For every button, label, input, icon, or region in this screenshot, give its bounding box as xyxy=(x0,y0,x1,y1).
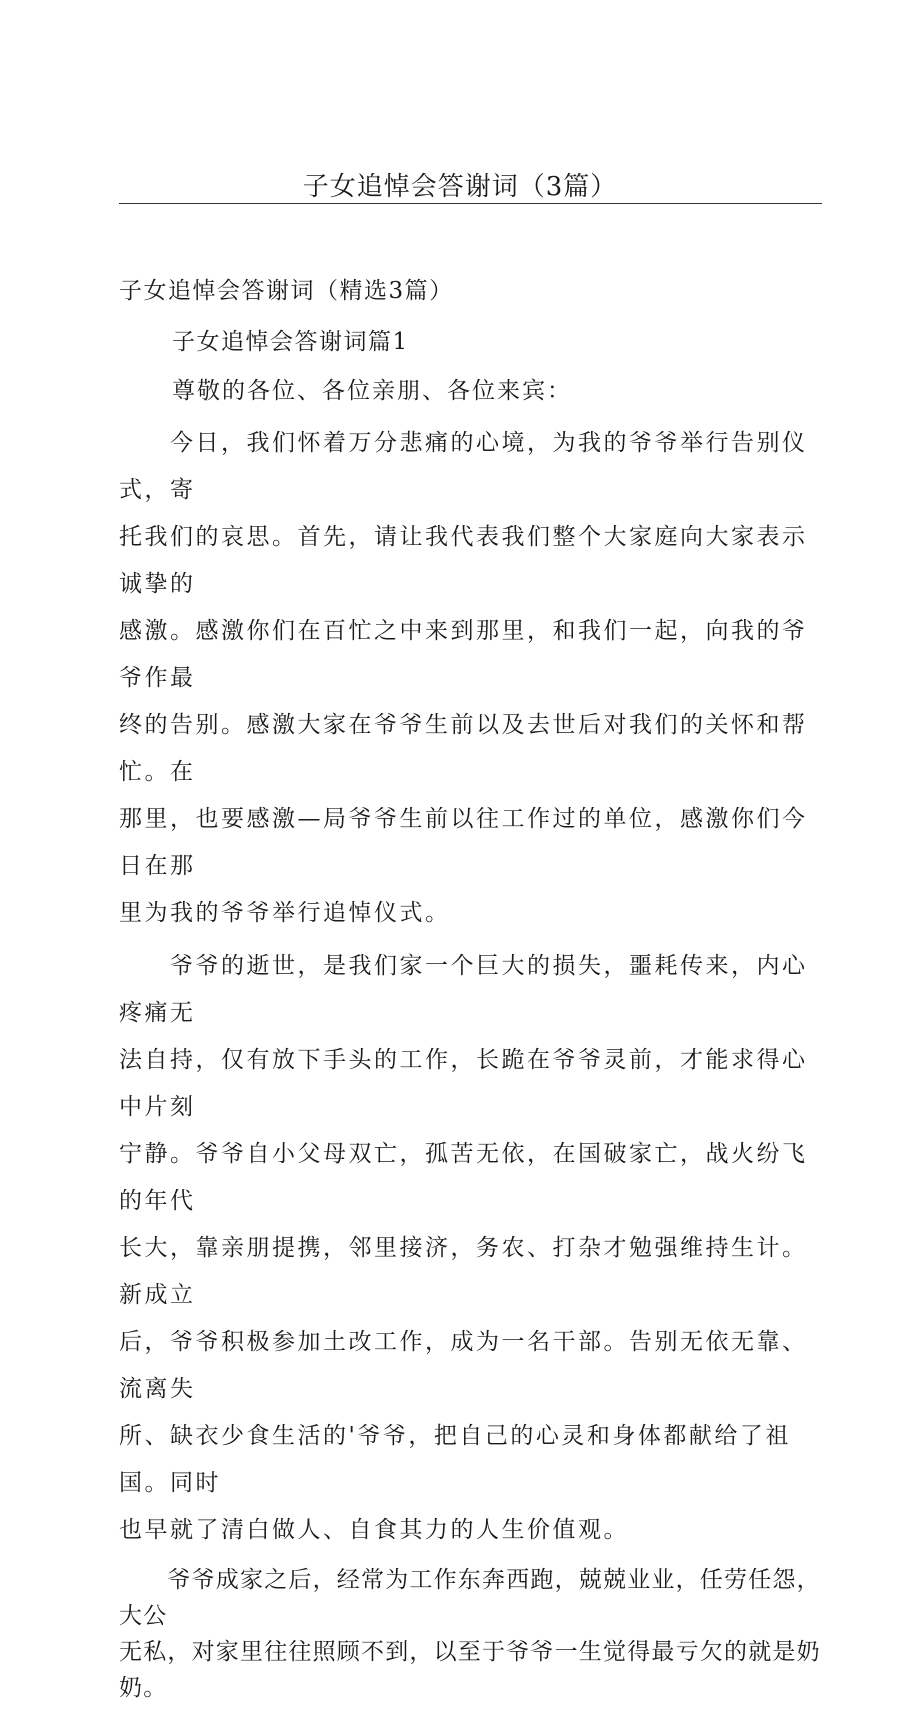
document-subtitle: 子女追悼会答谢词（精选3篇） xyxy=(119,278,454,304)
paragraph-2: 爷爷的逝世，是我们家一个巨大的损失，噩耗传来，内心疼痛无 法自持，仅有放下手头的工作，长跪在爷爷灵前，才能求得心中片刻 宁静。爷爷自小父母双亡，孤苦无依，在国破家亡，战火纷飞的年代 长大，靠亲朋提携，邻里接济，务农、打杂才勉强维持生计。新成立 后，爷爷积极参加土改工作，成为一名干部。告别无依无靠、流离失 所、缺衣少食生活的'爷爷，把自己的心灵和身体都献给了祖国。同时 也早就了清白做人、自食其力的人生价值观。 xyxy=(119,953,808,1543)
document-title: 子女追悼会答谢词（3篇） xyxy=(302,172,618,202)
section-heading: 子女追悼会答谢词篇1 xyxy=(172,329,409,355)
document-body xyxy=(119,273,829,1712)
salutation: 尊敬的各位、各位亲朋、各位来宾： xyxy=(172,378,572,404)
paragraph-1: 今日，我们怀着万分悲痛的心境，为我的爷爷举行告别仪式，寄 托我们的哀思。首先，请让我代表我们整个大家庭向大家表示诚挚的 感激。感激你们在百忙之中来到那里，和我们一起，向我的爷爷作最 终的告别。感激大家在爷爷生前以及去世后对我们的关怀和帮忙。在 那里，也要感激—局爷爷生前以往工作过的单位，感激你们今日在那 里为我的爷爷举行追悼仪式。 xyxy=(119,430,808,926)
title-underline xyxy=(119,203,822,204)
paragraph-3: 爷爷成家之后，经常为工作东奔西跑，兢兢业业，任劳任怨，大公 无私，对家里往往照顾不到，以至于爷爷一生觉得最亏欠的就是奶奶。 xyxy=(119,1567,821,1701)
